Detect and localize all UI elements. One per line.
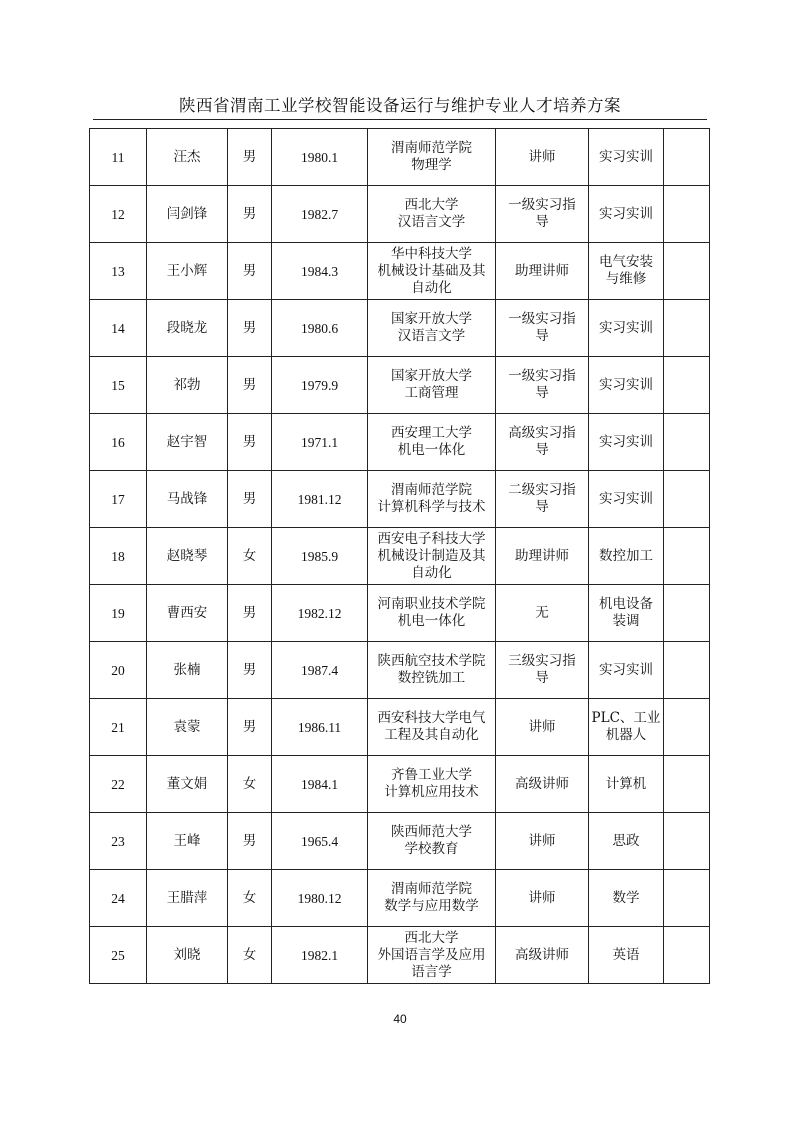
cell-title-line: 三级实习指 xyxy=(508,653,576,669)
table-row xyxy=(90,813,710,870)
cell-note xyxy=(664,699,710,756)
cell-title-line: 导 xyxy=(535,670,549,686)
cell-note xyxy=(664,585,710,642)
cell-title-line: 导 xyxy=(535,499,549,515)
cell-education xyxy=(368,471,496,528)
cell-title xyxy=(496,699,589,756)
cell-course xyxy=(589,813,664,870)
cell-note xyxy=(664,756,710,813)
cell-course-line: 英语 xyxy=(612,946,640,963)
cell-education-line: 西安科技大学电气 xyxy=(377,710,486,726)
cell-education-line: 工商管理 xyxy=(404,385,459,401)
cell-education xyxy=(368,414,496,471)
cell-note xyxy=(664,129,710,186)
cell-course-line: 实习实训 xyxy=(599,661,653,678)
cell-course-line: 电气安装 xyxy=(599,254,653,270)
cell-education xyxy=(368,699,496,756)
cell-birth-date: 1980.6 xyxy=(272,300,368,357)
cell-education xyxy=(368,756,496,813)
cell-birth-date: 1980.12 xyxy=(272,870,368,927)
cell-education-line: 汉语言文学 xyxy=(397,328,466,344)
cell-birth-date: 1985.9 xyxy=(272,528,368,585)
cell-education xyxy=(368,870,496,927)
cell-gender: 男 xyxy=(228,243,272,300)
cell-gender: 男 xyxy=(228,813,272,870)
cell-title-line: 高级讲师 xyxy=(515,946,569,963)
cell-name: 赵宇智 xyxy=(147,414,228,471)
cell-birth-date: 1965.4 xyxy=(272,813,368,870)
cell-education-line: 陕西师范大学 xyxy=(391,824,472,840)
cell-name: 汪杰 xyxy=(147,129,228,186)
cell-note xyxy=(664,414,710,471)
cell-gender: 女 xyxy=(228,756,272,813)
cell-education xyxy=(368,642,496,699)
cell-number: 18 xyxy=(90,528,147,585)
cell-education-line: 工程及其自动化 xyxy=(384,727,479,743)
cell-title-line: 导 xyxy=(535,328,549,344)
cell-course-line: 实习实训 xyxy=(599,319,653,336)
cell-name: 王腊萍 xyxy=(147,870,228,927)
cell-education-line: 机械设计制造及其 xyxy=(377,547,486,564)
table-row xyxy=(90,186,710,243)
cell-education xyxy=(368,129,496,186)
cell-title-line: 讲师 xyxy=(528,832,556,849)
table-row xyxy=(90,585,710,642)
table-row xyxy=(90,243,710,300)
cell-name: 王峰 xyxy=(147,813,228,870)
cell-birth-date: 1981.12 xyxy=(272,471,368,528)
table-row xyxy=(90,414,710,471)
cell-title-line: 讲师 xyxy=(528,718,556,735)
cell-gender: 男 xyxy=(228,186,272,243)
cell-title xyxy=(496,642,589,699)
cell-title xyxy=(496,528,589,585)
cell-gender: 女 xyxy=(228,528,272,585)
cell-course-line: 装调 xyxy=(612,613,640,629)
cell-title-line: 一级实习指 xyxy=(508,311,576,327)
cell-birth-date: 1982.1 xyxy=(272,927,368,984)
cell-number: 24 xyxy=(90,870,147,927)
cell-course xyxy=(589,186,664,243)
cell-education-line: 机电一体化 xyxy=(397,613,466,629)
cell-gender: 男 xyxy=(228,357,272,414)
cell-title xyxy=(496,927,589,984)
cell-birth-date: 1982.12 xyxy=(272,585,368,642)
cell-course-line: 计算机 xyxy=(605,775,647,792)
cell-number: 14 xyxy=(90,300,147,357)
cell-title-line: 讲师 xyxy=(528,889,556,906)
cell-course xyxy=(589,756,664,813)
cell-title-line: 一级实习指 xyxy=(508,197,576,213)
cell-education-line: 渭南师范学院 xyxy=(391,881,472,897)
cell-number: 21 xyxy=(90,699,147,756)
cell-birth-date: 1987.4 xyxy=(272,642,368,699)
cell-birth-date: 1984.3 xyxy=(272,243,368,300)
cell-title xyxy=(496,300,589,357)
table-row xyxy=(90,471,710,528)
cell-number: 19 xyxy=(90,585,147,642)
cell-education xyxy=(368,186,496,243)
table-row xyxy=(90,129,710,186)
cell-number: 17 xyxy=(90,471,147,528)
cell-education-line: 西安电子科技大学 xyxy=(377,530,486,547)
cell-education xyxy=(368,927,496,984)
cell-gender: 男 xyxy=(228,471,272,528)
cell-gender: 男 xyxy=(228,642,272,699)
cell-title-line: 导 xyxy=(535,385,549,401)
cell-education-line: 计算机应用技术 xyxy=(384,784,479,800)
cell-education-line: 自动化 xyxy=(411,279,452,296)
cell-education-line: 机电一体化 xyxy=(397,442,466,458)
cell-education-line: 河南职业技术学院 xyxy=(377,596,486,612)
table-row xyxy=(90,300,710,357)
cell-title xyxy=(496,129,589,186)
cell-course-line: 实习实训 xyxy=(599,148,653,165)
cell-name: 刘晓 xyxy=(147,927,228,984)
cell-name: 马战锋 xyxy=(147,471,228,528)
cell-course-line: 实习实训 xyxy=(599,433,653,450)
cell-education xyxy=(368,585,496,642)
cell-birth-date: 1980.1 xyxy=(272,129,368,186)
header-rule xyxy=(93,119,707,120)
cell-title-line: 讲师 xyxy=(528,148,556,165)
cell-gender: 男 xyxy=(228,300,272,357)
cell-number: 23 xyxy=(90,813,147,870)
table-row xyxy=(90,357,710,414)
cell-gender: 男 xyxy=(228,129,272,186)
cell-course xyxy=(589,471,664,528)
cell-title xyxy=(496,357,589,414)
cell-course-line: 思政 xyxy=(612,832,640,849)
cell-note xyxy=(664,243,710,300)
cell-note xyxy=(664,471,710,528)
cell-education xyxy=(368,528,496,585)
cell-number: 13 xyxy=(90,243,147,300)
cell-note xyxy=(664,186,710,243)
cell-name: 赵晓琴 xyxy=(147,528,228,585)
cell-education-line: 计算机科学与技术 xyxy=(377,499,486,515)
cell-course-line: 机器人 xyxy=(605,727,647,743)
staff-table-body xyxy=(90,129,710,984)
cell-title xyxy=(496,813,589,870)
cell-birth-date: 1986.11 xyxy=(272,699,368,756)
cell-name: 祁勃 xyxy=(147,357,228,414)
cell-number: 16 xyxy=(90,414,147,471)
cell-education xyxy=(368,300,496,357)
table-row xyxy=(90,528,710,585)
cell-birth-date: 1971.1 xyxy=(272,414,368,471)
cell-title-line: 高级实习指 xyxy=(508,425,576,441)
cell-course xyxy=(589,243,664,300)
cell-education-line: 自动化 xyxy=(411,564,452,581)
cell-education-line: 国家开放大学 xyxy=(391,368,472,384)
cell-course xyxy=(589,642,664,699)
cell-course xyxy=(589,528,664,585)
cell-education-line: 齐鲁工业大学 xyxy=(391,767,472,783)
cell-course xyxy=(589,414,664,471)
staff-table xyxy=(89,128,710,984)
cell-note xyxy=(664,927,710,984)
cell-title xyxy=(496,186,589,243)
cell-number: 22 xyxy=(90,756,147,813)
cell-note xyxy=(664,813,710,870)
cell-gender: 女 xyxy=(228,927,272,984)
cell-name: 董文娟 xyxy=(147,756,228,813)
cell-education-line: 物理学 xyxy=(411,157,452,173)
cell-number: 11 xyxy=(90,129,147,186)
cell-course-line: 实习实训 xyxy=(599,376,653,393)
cell-title-line: 助理讲师 xyxy=(515,262,569,279)
cell-note xyxy=(664,642,710,699)
cell-title xyxy=(496,585,589,642)
cell-course-line: 与维修 xyxy=(605,271,647,287)
cell-education-line: 学校教育 xyxy=(404,841,459,857)
cell-note xyxy=(664,870,710,927)
cell-title xyxy=(496,756,589,813)
cell-note xyxy=(664,357,710,414)
table-row xyxy=(90,927,710,984)
cell-name: 张楠 xyxy=(147,642,228,699)
cell-name: 曹西安 xyxy=(147,585,228,642)
cell-course xyxy=(589,129,664,186)
cell-education xyxy=(368,357,496,414)
cell-education-line: 国家开放大学 xyxy=(391,311,472,327)
cell-note xyxy=(664,300,710,357)
cell-education-line: 渭南师范学院 xyxy=(391,140,472,156)
cell-education xyxy=(368,813,496,870)
cell-title-line: 无 xyxy=(535,604,549,621)
table-row xyxy=(90,642,710,699)
table-row xyxy=(90,870,710,927)
page-number: 40 xyxy=(393,1012,407,1026)
cell-course xyxy=(589,870,664,927)
cell-birth-date: 1984.1 xyxy=(272,756,368,813)
cell-education-line: 机械设计基础及其 xyxy=(377,262,486,279)
cell-number: 15 xyxy=(90,357,147,414)
cell-title-line: 导 xyxy=(535,442,549,458)
cell-education-line: 西北大学 xyxy=(404,929,459,946)
cell-note xyxy=(664,528,710,585)
cell-course xyxy=(589,357,664,414)
cell-name: 闫剑锋 xyxy=(147,186,228,243)
cell-name: 王小辉 xyxy=(147,243,228,300)
cell-title xyxy=(496,243,589,300)
cell-education-line: 数控铣加工 xyxy=(397,670,466,686)
cell-birth-date: 1982.7 xyxy=(272,186,368,243)
cell-course-line: PLC、工业 xyxy=(591,710,661,726)
cell-gender: 男 xyxy=(228,414,272,471)
cell-course-line: 实习实训 xyxy=(599,205,653,222)
cell-title-line: 一级实习指 xyxy=(508,368,576,384)
cell-title-line: 助理讲师 xyxy=(515,547,569,564)
cell-course xyxy=(589,927,664,984)
cell-gender: 男 xyxy=(228,585,272,642)
table-row xyxy=(90,699,710,756)
cell-course xyxy=(589,585,664,642)
cell-name: 袁蒙 xyxy=(147,699,228,756)
cell-title-line: 二级实习指 xyxy=(508,482,576,498)
cell-title-line: 高级讲师 xyxy=(515,775,569,792)
cell-number: 20 xyxy=(90,642,147,699)
cell-education-line: 语言学 xyxy=(411,963,452,980)
cell-title xyxy=(496,414,589,471)
cell-number: 25 xyxy=(90,927,147,984)
cell-course-line: 数学 xyxy=(612,889,640,906)
cell-gender: 男 xyxy=(228,699,272,756)
cell-name: 段晓龙 xyxy=(147,300,228,357)
cell-course-line: 实习实训 xyxy=(599,490,653,507)
cell-education-line: 陕西航空技术学院 xyxy=(377,653,486,669)
cell-course-line: 数控加工 xyxy=(599,547,653,564)
cell-title xyxy=(496,870,589,927)
cell-course xyxy=(589,699,664,756)
cell-title xyxy=(496,471,589,528)
cell-education-line: 西北大学 xyxy=(404,197,459,213)
cell-education xyxy=(368,243,496,300)
cell-course xyxy=(589,300,664,357)
cell-education-line: 华中科技大学 xyxy=(391,245,472,262)
cell-birth-date: 1979.9 xyxy=(272,357,368,414)
cell-gender: 女 xyxy=(228,870,272,927)
cell-number: 12 xyxy=(90,186,147,243)
page-header-title: 陕西省渭南工业学校智能设备运行与维护专业人才培养方案 xyxy=(179,96,621,115)
cell-course-line: 机电设备 xyxy=(599,596,653,612)
cell-education-line: 渭南师范学院 xyxy=(391,482,472,498)
cell-education-line: 数学与应用数学 xyxy=(384,898,479,914)
cell-title-line: 导 xyxy=(535,214,549,230)
cell-education-line: 外国语言学及应用 xyxy=(377,946,486,963)
table-row xyxy=(90,756,710,813)
cell-education-line: 汉语言文学 xyxy=(397,214,466,230)
cell-education-line: 西安理工大学 xyxy=(391,425,472,441)
